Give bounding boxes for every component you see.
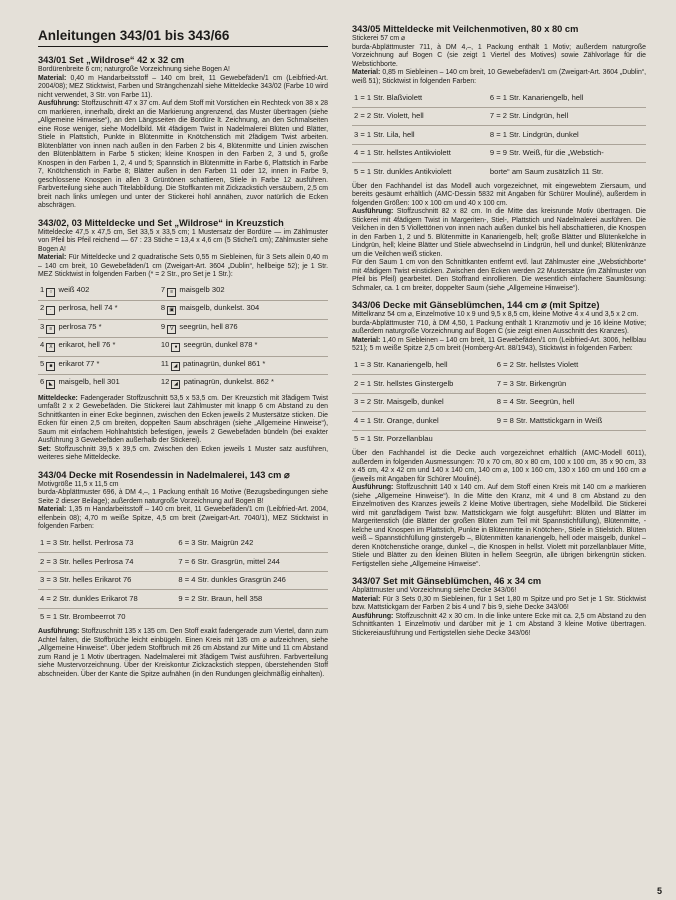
table-row: 2 = 1 Str. hellstes Ginstergelb 7 = 3 Str. Birkengrün (352, 375, 646, 394)
material-paragraph: Material: 1,35 m Handarbeitsstoff – 140 cm breit, 11 Gewebefäden/1 cm (Leibfried-Art. 2004, elfenbein 08); 4,70 m weiße Spitze, 4,5 cm breit (Zweigart-Art. 7040/1), MEZ Sticktwist in folgenden Farben: (38, 506, 328, 530)
section-heading-343-04: 343/04 Decke mit Rosendessin in Nadelmalerei, 143 cm ⌀ (38, 469, 290, 480)
section-heading-343-05: 343/05 Mitteldecke mit Veilchenmotiven, 80 x 80 cm (352, 24, 579, 34)
instructions-paragraph: Ausführung: Stoffzuschnitt 135 x 135 cm. Den Stoff exakt fadengerade zum Viertel, dann zum Achtel falten, die Stoffbrüche leicht einbügeln. Einen Kreis mit 135 cm ⌀ aufzeichnen, siehe „Allgemeine Hinweise“. Über jedem Stoffbruch mit 26 cm Abstand zur Mitte und 11 cm Abstand zum Rand je 1 Motiv übertragen. Nadelmalerei mit 3fädigem Twist ausführen. Farbverteilung siehe Mustervorzeichnung. Über der Kreiskontur Zickzackstich steppen, überstehenden Stoff abschneiden. Über der Kante die Spitze aufnähen (in den Rundungen gleichmäßig einhalten). (38, 628, 328, 678)
table-row: 4 = 1 Str. hellstes Antikviolett 9 = 9 Str. Weiß, für die „Webstich- (352, 144, 646, 163)
section-heading-343-07: 343/07 Set mit Gänseblümchen, 46 x 34 cm (352, 576, 542, 586)
hem-paragraph: Für den Saum 1 cm von den Schnittkanten entfernt evtl. laut Zählmuster eine „Webstichborte“ mit 4fädigem Twist einsticken. Zwischen den Ecken werden 22 Mustersätze (im Zählmuster von Pfeil bis Pfeil) gearbeitet. Den Stoffrand einrollieren. Die wesentlich einfachere Saumlösung: Schmaler, ca. 1 cm breiter, doppelter Saum (siehe „Allgemeine Hinweise“). (352, 259, 646, 292)
table-row: 2 = 2 Str. Violett, hell 7 = 2 Str. Lindgrün, hell (352, 107, 646, 126)
material-paragraph: Material: 1,40 m Siebleinen – 140 cm breit, 11 Gewebefäden/1 cm (Leibfried-Art. 3006, hellblau 521); 5 m weiße Spitze 2,5 cm breit (Homberg-Art. 88/1943), Sticktwist in folgenden Farben: (352, 336, 646, 352)
table-row: 1 = 3 Str. Kanariengelb, hell 6 = 2 Str. hellstes Violett (354, 360, 579, 369)
table-row: 5 = 1 Str. dunkles Antikviolett borte“ am Saum zusätzlich 11 Str. (352, 163, 646, 181)
color-table (352, 357, 646, 449)
page-number: 5 (656, 886, 662, 896)
table-row: 4 X erikarot, hell 76 * 10 ● seegrün, dunkel 878 * (38, 338, 328, 357)
section-intro: Bordürenbreite 6 cm; naturgroße Vorzeichnung siehe Bogen A! (38, 66, 230, 73)
instructions-paragraph: Ausführung: Stoffzuschnitt 140 x 140 cm. Auf dem Stoff einen Kreis mit 140 cm ⌀ markieren (siehe „Allgemeine Hinweise“). In die Mitte den Kranz, mit 4 und 8 cm Abstand zu den Einzelmotiven des Kranzes jeweils 2 kleine Motive übertragen, siehe Modellbild. Die Stickerei wird mit ganzfädigem Twist bzw. Mattstickgarn wie folgt ausgeführt: Blüten und Blätter im Margeritenstich (die Blätter der großen Blüten zum Teil mit Spannstichfüllung), Blütenmitte, -kelche und Knospen im Plattstich, Punkte in Blütenmitte in Knötchen-, Stiele in Stielstich. Blüten weiß – Spannstichfüllung ginstergelb –, Blütenmitten kanariengelb, hell oder maisgelb, dunkel – deren Knötchenstiche orange, dunkel –, die Knospen in hellst. Violett mit porzellanblauer Mitte, Stiele und Blätter zu den kleinen Blüten in hellem Seegrün, alle übrigen birkengrün sticken. Fertigstellen siehe „Allgemeine Hinweise“. (352, 484, 647, 568)
material-paragraph: Material: 0,40 m Handarbeitsstoff – 140 cm breit, 11 Gewebefäden/1 cm (Leibfried-Art. 2004/08); MEZ Sticktwist, Farben und Strängchenzahl siehe Mitteldecke 343/02 (Farbe 10 wird nicht verwendet, 3 Str. von Farbe 11). (38, 74, 328, 99)
table-row: 1 = 3 Str. hellst. Perlrosa 73 6 = 3 Str. Maigrün 242 (40, 538, 254, 547)
table-row: 5 = 1 Str. Brombeerrot 70 (38, 608, 328, 626)
table-row: 3 ≡ perlrosa 75 * 9 V seegrün, hell 876 (38, 319, 328, 338)
color-table (38, 283, 328, 393)
section-heading-343-01: 343/01 Set „Wildrose“ 42 x 32 cm (38, 55, 185, 65)
table-row: 4 = 1 Str. Orange, dunkel 9 = 8 Str. Mattstickgarn in Weiß (352, 412, 646, 431)
table-row: 2 · perlrosa, hell 74 * 8 ▣ maisgelb, dunkelst. 304 (38, 301, 328, 320)
table-row: 3 = 1 Str. Lila, hell 8 = 1 Str. Lindgrün, dunkel (352, 126, 646, 145)
table-row: 6 ◣ maisgelb, hell 301 12 ◢ patinagrün, dunkelst. 862 * (38, 375, 328, 393)
page-title: Anleitungen 343/01 bis 343/66 (38, 28, 328, 47)
material-paragraph: Material: Für Mitteldecke und 2 quadratische Sets 0,55 m Siebleinen, für 3 Sets allein 0,40 m – 140 cm breit, 10 Gewebefäden/1 cm (Zweigart-Art. 3604 „Dublin“, hellbeige 52); je 1 Str. MEZ Sticktwist in folgenden Farben (* = 2 Str., pro Set je 1 Str.): (38, 254, 328, 278)
instructions-paragraph: Ausführung: Stoffzuschnitt 82 x 82 cm. In die Mitte das kreisrunde Motiv übertragen. Die Stickerei mit 4fädigem Twist in Margeriten-, Stiel-, Plattstich und Nadelmalerei ausführen. Die Veilchen in den 5 Viollettönen von innen nach außen dunkel bis hell abschattieren, die Knospen in den Farben 1, 2 und 5. Blütenmitte in Kanariengelb, hell; große Blätter und Blütenkelche in Lindgrün, hell; kleine Blätter und Stiele abwechselnd in Lindgrün, hell und dunkel; Blütenkränze um die Veilchen weiß sticken. (352, 208, 646, 258)
table-row: 5 ■ erikarot 77 * 11 ◢ patinagrün, dunkel 861 * (38, 356, 328, 375)
set-paragraph: Set: Stoffzuschnitt 39,5 x 39,5 cm. Zwischen den Ecken jeweils 1 Muster satz ausführen, weiteres siehe Mitteldecke. (38, 445, 328, 461)
mitteldecke-paragraph: Mitteldecke: Fadengerader Stoffzuschnitt 53,5 x 53,5 cm. Der Kreuzstich mit 3fädigem Twist umfaßt 2 x 2 Gewebefäden. Die Stickerei laut Zählmuster mit knapp 6 cm Abstand zu den Schnittkanten in einer Ecke beginnen, zwischen den Ecken jeweils 2 Mustersätze sticken. Die Ecken für einen 2,5 cm breiten, doppelten Saum abschrägen (siehe „Allgemeine Hinweise“), Saum mit einfachem Hohlnahtstich befestigen, jeweils 2 Gewebefäden bündeln (bei exakter Ausführung 3 Gewebefäden außerhalb der Stickerei). (38, 394, 328, 444)
color-table (352, 89, 646, 181)
material-paragraph: Material: Für 3 Sets 0,30 m Siebleinen, für 1 Set 1,80 m Spitze und pro Set je 1 Str. Sticktwist bzw. Mattstickgarn der Farben 2 bis 4 und 7 bis 9, siehe Decke 343/06! (352, 595, 646, 611)
note-paragraph: Über den Fachhandel ist die Decke auch vorgezeichnet erhältlich (AMC-Modell 6011), außerdem in folgenden Ausmessungen: 70 x 70 cm, 80 x 80 cm, 100 x 100 cm, 35 x 90 cm, 33 x 45 cm, 42 x 42 cm und 140 x 140 cm, 140 cm ⌀, 100 x 160 cm, 130 x 160 cm und 160 cm ⌀ (jeweils mit Angaben für Schürer Mouliné). (352, 450, 646, 483)
table-row: 1 ○ weiß 402 7 ≡ maisgelb 302 (40, 284, 225, 295)
section-heading-343-02: 343/02, 03 Mitteldecke und Set „Wildrose“ in Kreuzstich (38, 217, 284, 228)
section-heading-343-06: 343/06 Decke mit Gänseblümchen, 144 cm ⌀ (mit Spitze) (352, 300, 600, 310)
section-intro: Mitteldecke 47,5 x 47,5 cm, Set 33,5 x 33,5 cm; 1 Mustersatz der Bordüre — im Zählmuster von Pfeil bis Pfeil reichend — 67 : 23 Stiche = 13,4 x 4,6 cm (5 Stiche/1 cm); Zählmuster siehe Bogen A! (38, 228, 328, 253)
left-column (38, 28, 328, 679)
table-row: 4 = 2 Str. dunkles Erikarot 78 9 = 2 Str. Braun, hell 358 (38, 590, 328, 609)
section-intro: Motivgröße 11,5 x 11,5 cm burda-Abplättmuster 696, à DM 4,–, 1 Packung enthält 16 Motive (Bezugsbedingungen siehe Seite 2 dieser Beilage); außerdem naturgroße Vorzeichnung auf Bogen B! (38, 480, 328, 505)
table-row: 3 = 2 Str. Maisgelb, dunkel 8 = 4 Str. Seegrün, hell (352, 393, 646, 412)
instructions-paragraph: Ausführung: Stoffzuschnitt 42 x 30 cm. In die linke untere Ecke mit ca. 2,5 cm Abstand zu den Schnittkanten 1 Einzelmotiv und darüber mit je 1 cm Abstand 3 kleine Motive übertragen. Stickereiausführung und Fertigstellen siehe Decke 343/06! (352, 612, 646, 637)
section-intro: Abplättmuster und Vorzeichnung siehe Decke 343/06! (352, 587, 517, 594)
instructions-paragraph: Ausführung: Stoffzuschnitt 47 x 37 cm. Auf dem Stoff mit Vorstichen ein Rechteck von 38 x 28 cm markieren, innerhalb, direkt an die Markierung angrenzend, das Muster übertragen (siehe „Allgemeine Hinweise“), an den Längsseiten die Bordüre lt. Zeichnung, an den Schmalseiten eine Rose weniger, siehe Modellbild. Mit 4fädigem Twist in Nadelmalerei Blüten und Blätter, Stiele in Plattstich, Punkte in Blütenmitte in Knötchenstich mit 2fädigem Twist arbeiten. Blütenblätter von innen nach außen in den Farben 2 bis 4, Blütenmitte und Linien zwischen den Blütenblättern in Farbe 5 sticken; kleine Knospen in den Farben 2, 3 und 5, große Knospen in den Farben 1, 2, 4 und 5; Spannstich in Blütenmitte in Farbe 6, Plattstich in Farbe 7, Knötchenstich in Farbe 8; Blätter außen in den Farben 11 oder 12, innen in Farbe 9, geschlossene Knospen in allen 3 Grüntönen schattieren, Stiele in Farbe 12 ausführen. Farbverteilung siehe auch Titelabbildung. Die Stoffkanten mit Zickzackstich versäubern, 2,5 cm breit nach links umlegen und unter der Stickerei hohl annähen, zuvor natürlich die Ecken abschrägen. (38, 100, 328, 209)
material-paragraph: Material: 0,85 m Siebleinen – 140 cm breit, 10 Gewebefäden/1 cm (Zweigart-Art. 3604 „Dublin“, weiß 51); Sticktwist in folgenden Farben: (352, 69, 646, 85)
table-row: 1 = 1 Str. Blaßviolett 6 = 1 Str. Kanariengelb, hell (354, 92, 584, 102)
section-intro: Stickerei 57 cm ⌀ burda-Abplättmuster 711, à DM 4,–, 1 Packung enthält 1 Motiv; außerdem naturgroße Vorzeichnung auf Bogen C (sie zeigt 1 Viertel des Motives) sowie Zählvorlage für die Webstichborte. (352, 35, 646, 68)
section-intro: Mittelkranz 54 cm ⌀, Einzelmotive 10 x 9 und 9,5 x 8,5 cm, kleine Motive 4 x 4 und 3,5 x 2 cm. burda-Abplättmuster 710, à DM 4,50, 1 Packung enthält 1 Kranzmotiv und je 16 kleine Motive; außerdem naturgroße Vorzeichnung auf Bogen C (sie zeigt einen Ausschnitt des Kranzes). (352, 311, 646, 335)
table-row: 3 = 3 Str. helles Erikarot 76 8 = 4 Str. dunkles Grasgrün 246 (38, 571, 328, 590)
right-column (352, 24, 646, 638)
note-paragraph: Über den Fachhandel ist das Modell auch vorgezeichnet, mit eingewebtem Ziersaum, und bereits gesäumt erhältlich (AMC-Dessin 5832 mit Angaben für Schürer Mouliné), außerdem in folgenden Größen: 100 x 100 cm und 40 x 100 cm. (352, 182, 646, 207)
color-table (38, 535, 328, 627)
table-row: 5 = 1 Str. Porzellanblau (352, 430, 646, 448)
table-row: 2 = 3 Str. helles Perlrosa 74 7 = 6 Str. Grasgrün, mittel 244 (38, 553, 328, 572)
